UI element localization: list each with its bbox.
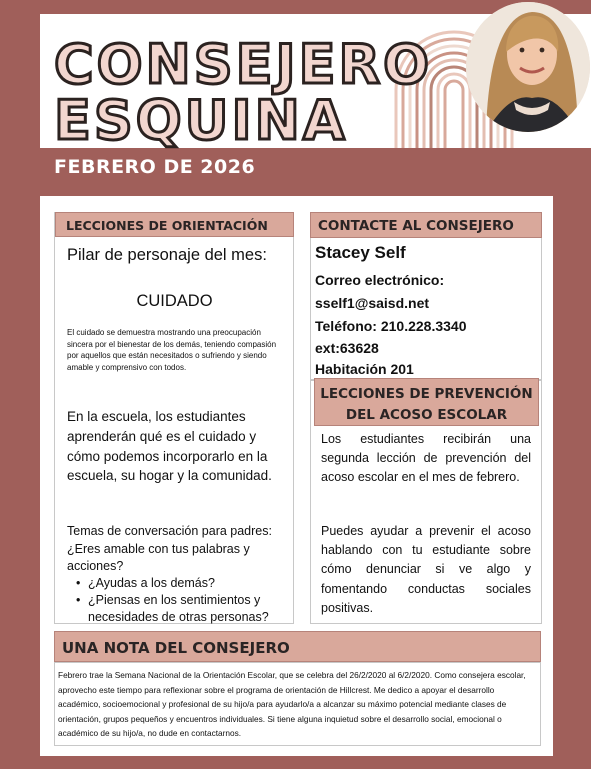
counselor-photo xyxy=(466,2,590,132)
bullying-paragraph-1: Los estudiantes recibirán una segunda lección de prevención del acoso escolar en el mes de febrero. xyxy=(321,432,531,485)
counselor-note-heading: UNA NOTA DEL CONSEJERO xyxy=(54,631,541,662)
parent-topic-item: • ¿Piensas en los sentimientos y necesidades de otras personas? xyxy=(76,593,269,624)
character-pillar-value: CUIDADO xyxy=(136,292,213,310)
counselor-note-text: Febrero trae la Semana Nacional de la Orientación Escolar, que se celebra del 26/2/2020 al 6/2/2020. Como consejera escolar, aprovecho este tiempo para reflexionar sobre el programa de orientación de Hillcrest. Me dedico a apoyar el desarrollo académico, socioemocional y profesional de su hijo/a para ayudarlo/a a alcanzar su máximo potencial mediante clases de orientación, grupos pequeños y encuentros individuales. Si tiene alguna inquietud sobre el desarrollo social, emocional o académico de su hijo/a, no dude en contactarnos. xyxy=(58,670,526,738)
guidance-lessons-heading: LECCIONES DE ORIENTACIÓN xyxy=(55,212,294,237)
newsletter-date: FEBRERO DE 2026 xyxy=(54,156,256,178)
caring-definition: El cuidado se demuestra mostrando una preocupación sincera por el bienestar de los demás, teniendo compasión por aquellos que están necesitados o sufriendo y siendo amable y comprensivo con todos. xyxy=(67,328,277,372)
title-line-2: ESQUINA xyxy=(54,89,348,152)
bullying-paragraph-2: Puedes ayudar a prevenir el acoso hablando con tu estudiante sobre cómo denunciar si ve algo y fomentando conductas sociales positivas. xyxy=(321,524,531,615)
parent-topic-item: • ¿Ayudas a los demás? xyxy=(76,576,215,590)
parent-topics-label: Temas de conversación para padres: xyxy=(67,524,272,538)
room-number: Habitación 201 xyxy=(315,361,414,377)
school-lesson-text: En la escuela, los estudiantes aprenderán qué es el cuidado y cómo podemos incorporarlo en la escuela, su hogar y la comunidad. xyxy=(67,409,272,484)
email-address[interactable]: sself1@saisd.net xyxy=(315,295,430,311)
bullying-prevention-heading: LECCIONES DE PREVENCIÓN DEL ACOSO ESCOLAR xyxy=(314,378,539,426)
phone-number: Teléfono: 210.228.3340 xyxy=(315,318,467,334)
counselor-name: Stacey Self xyxy=(315,243,406,262)
character-pillar-label: Pilar de personaje del mes: xyxy=(67,246,267,264)
parent-topics-list xyxy=(67,575,282,626)
title-line-1: CONSEJERO xyxy=(54,33,432,96)
contact-heading: CONTACTE AL CONSEJERO xyxy=(310,212,542,238)
phone-extension: ext:63628 xyxy=(315,340,379,356)
parent-topics-question: ¿Eres amable con tus palabras y acciones? xyxy=(67,542,250,573)
email-label: Correo electrónico: xyxy=(315,272,445,288)
